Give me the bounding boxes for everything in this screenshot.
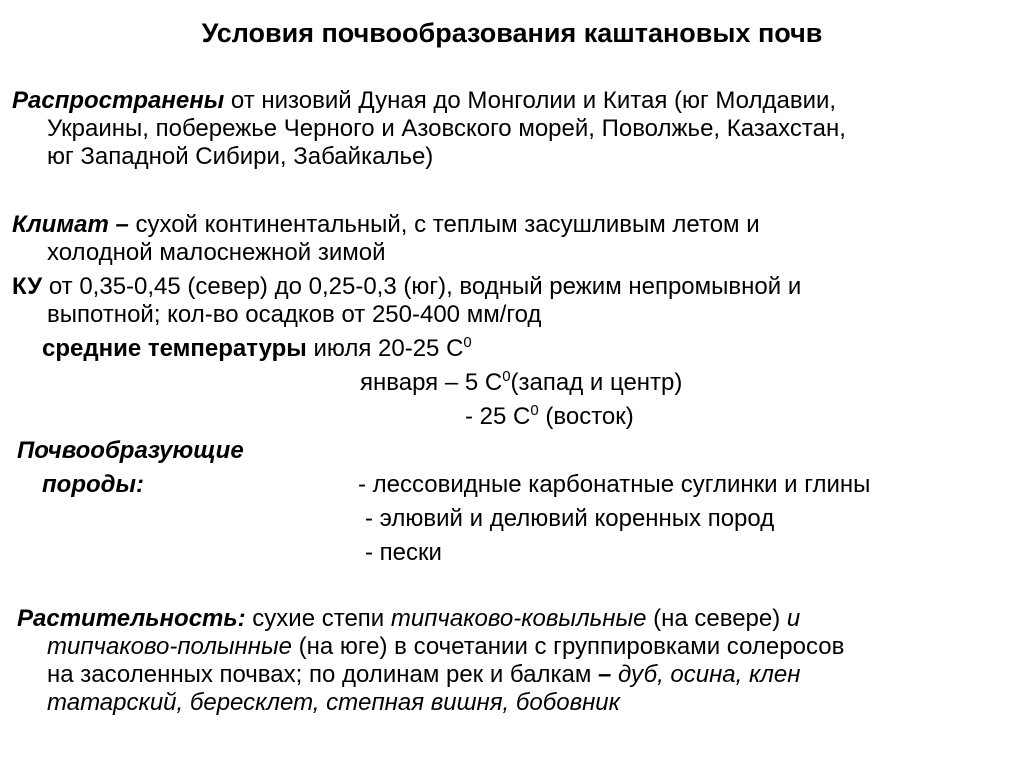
vegetation-text-1b: типчаково-ковыльные (390, 605, 647, 632)
ku-text-1: от 0,35-0,45 (север) до 0,25-0,3 (юг), водный режим непромывной и (42, 273, 802, 300)
climate-text-1: сухой континентальный, с теплым засушливым летом и (128, 211, 760, 238)
distribution-line-3: юг Западной Сибири, Забайкалье) (47, 143, 434, 170)
vegetation-text-3a: на засоленных почвах; по долинам рек и балкам (47, 661, 599, 688)
temperature-july: июля 20-25 С (306, 335, 464, 362)
vegetation-text-2a: типчаково-полынные (47, 633, 292, 660)
temperature-east-line (465, 402, 634, 432)
vegetation-dash: – (598, 661, 612, 688)
rocks-item-1: - лессовидные карбонатные суглинки и глины (358, 471, 871, 498)
ku-line-2: выпотной; кол-во осадков от 250-400 мм/год (47, 301, 542, 328)
distribution-line-1 (12, 86, 836, 116)
vegetation-line-4: татарский, бересклет, степная вишня, бобовник (47, 689, 620, 716)
rocks-label-1: Почвообразующие (17, 437, 244, 464)
rocks-item-3: - пески (365, 539, 442, 566)
distribution-text-1: от низовий Дуная до Монголии и Китая (юг Молдавии, (224, 87, 837, 114)
vegetation-text-1d: и (786, 605, 801, 632)
vegetation-line-2 (47, 632, 844, 662)
distribution-line-2: Украины, побережье Черного и Азовского морей, Поволжье, Казахстан, (47, 115, 846, 142)
ku-line-1 (12, 272, 801, 302)
vegetation-text-1c: (на севере) (646, 605, 787, 632)
temperature-label: средние температуры (42, 335, 307, 362)
temperature-january-degree: 0 (502, 368, 511, 385)
climate-line-2: холодной малоснежной зимой (47, 239, 386, 266)
rocks-item-2: - элювий и делювий коренных пород (365, 505, 775, 532)
temperature-east-degree: 0 (530, 402, 539, 419)
climate-label: Климат – (12, 211, 129, 238)
temperature-july-line (42, 334, 472, 364)
vegetation-line-3 (47, 660, 800, 690)
slide-title: Условия почвообразования каштановых почв (201, 18, 823, 48)
distribution-label: Распространены (12, 87, 225, 114)
vegetation-line-1 (17, 604, 800, 634)
temperature-january: января – 5 С (360, 369, 503, 396)
vegetation-text-1a: сухие степи (245, 605, 391, 632)
climate-line-1 (12, 210, 760, 240)
temperature-january-region: (запад и центр) (510, 369, 683, 396)
vegetation-text-3d: дуб, осина, клен (618, 661, 801, 688)
vegetation-label: Растительность: (17, 605, 246, 632)
temperature-east-region: (восток) (538, 403, 634, 430)
ku-label: КУ (12, 273, 43, 300)
temperature-january-line (360, 368, 682, 398)
rocks-label-2: породы: (42, 471, 144, 498)
temperature-july-degree: 0 (463, 334, 472, 351)
vegetation-text-2b: (на юге) в сочетании с группировками солеросов (291, 633, 845, 660)
temperature-east: - 25 С (465, 403, 531, 430)
